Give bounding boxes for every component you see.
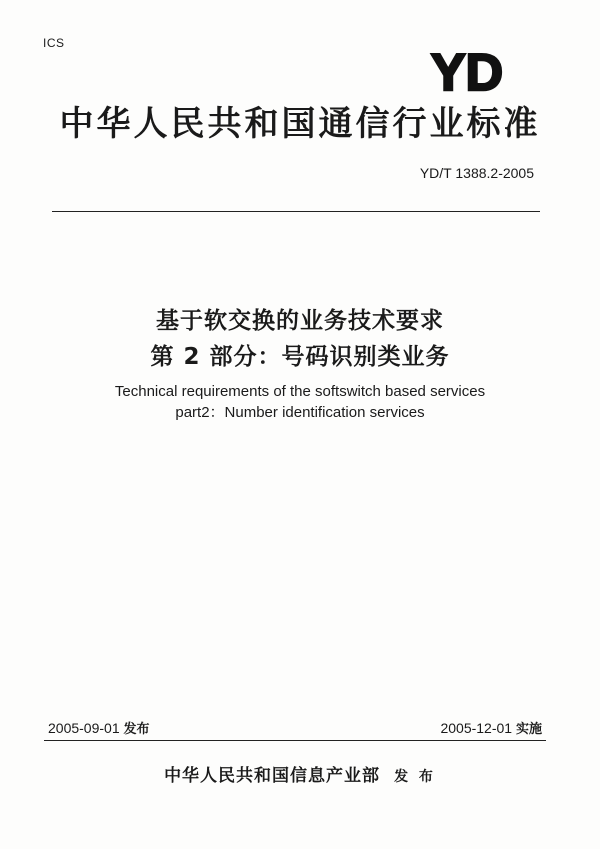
issue-label: 发布 bbox=[123, 722, 150, 737]
issue-date: 2005-09-01 bbox=[48, 720, 120, 736]
issuer-action: 发 布 bbox=[394, 769, 436, 785]
title-en-line1: Technical requirements of the softswitch based services bbox=[114, 383, 486, 400]
header-divider bbox=[52, 211, 540, 212]
standard-number: YD/T 1388.2-2005 bbox=[419, 165, 534, 181]
ics-label: ICS bbox=[43, 36, 65, 50]
issuer-name: 中华人民共和国信息产业部 bbox=[164, 766, 381, 786]
issuer-block bbox=[0, 761, 600, 786]
issue-date-block bbox=[48, 718, 150, 737]
yd-logo bbox=[420, 46, 514, 96]
implement-date: 2005-12-01 bbox=[440, 720, 513, 736]
implement-date-block bbox=[440, 718, 542, 737]
implement-label: 实施 bbox=[515, 722, 542, 737]
title-zh-line1: 基于软交换的业务技术要求 bbox=[156, 308, 444, 334]
standard-body-title: 中华人民共和国通信行业标准 bbox=[59, 104, 541, 144]
title-en-line2: part2：Number identification services bbox=[175, 404, 425, 421]
footer-divider bbox=[44, 740, 546, 741]
title-zh-line2: 第 2 部分：号码识别类业务 bbox=[150, 344, 450, 370]
yd-logo-text: YD bbox=[430, 46, 504, 96]
